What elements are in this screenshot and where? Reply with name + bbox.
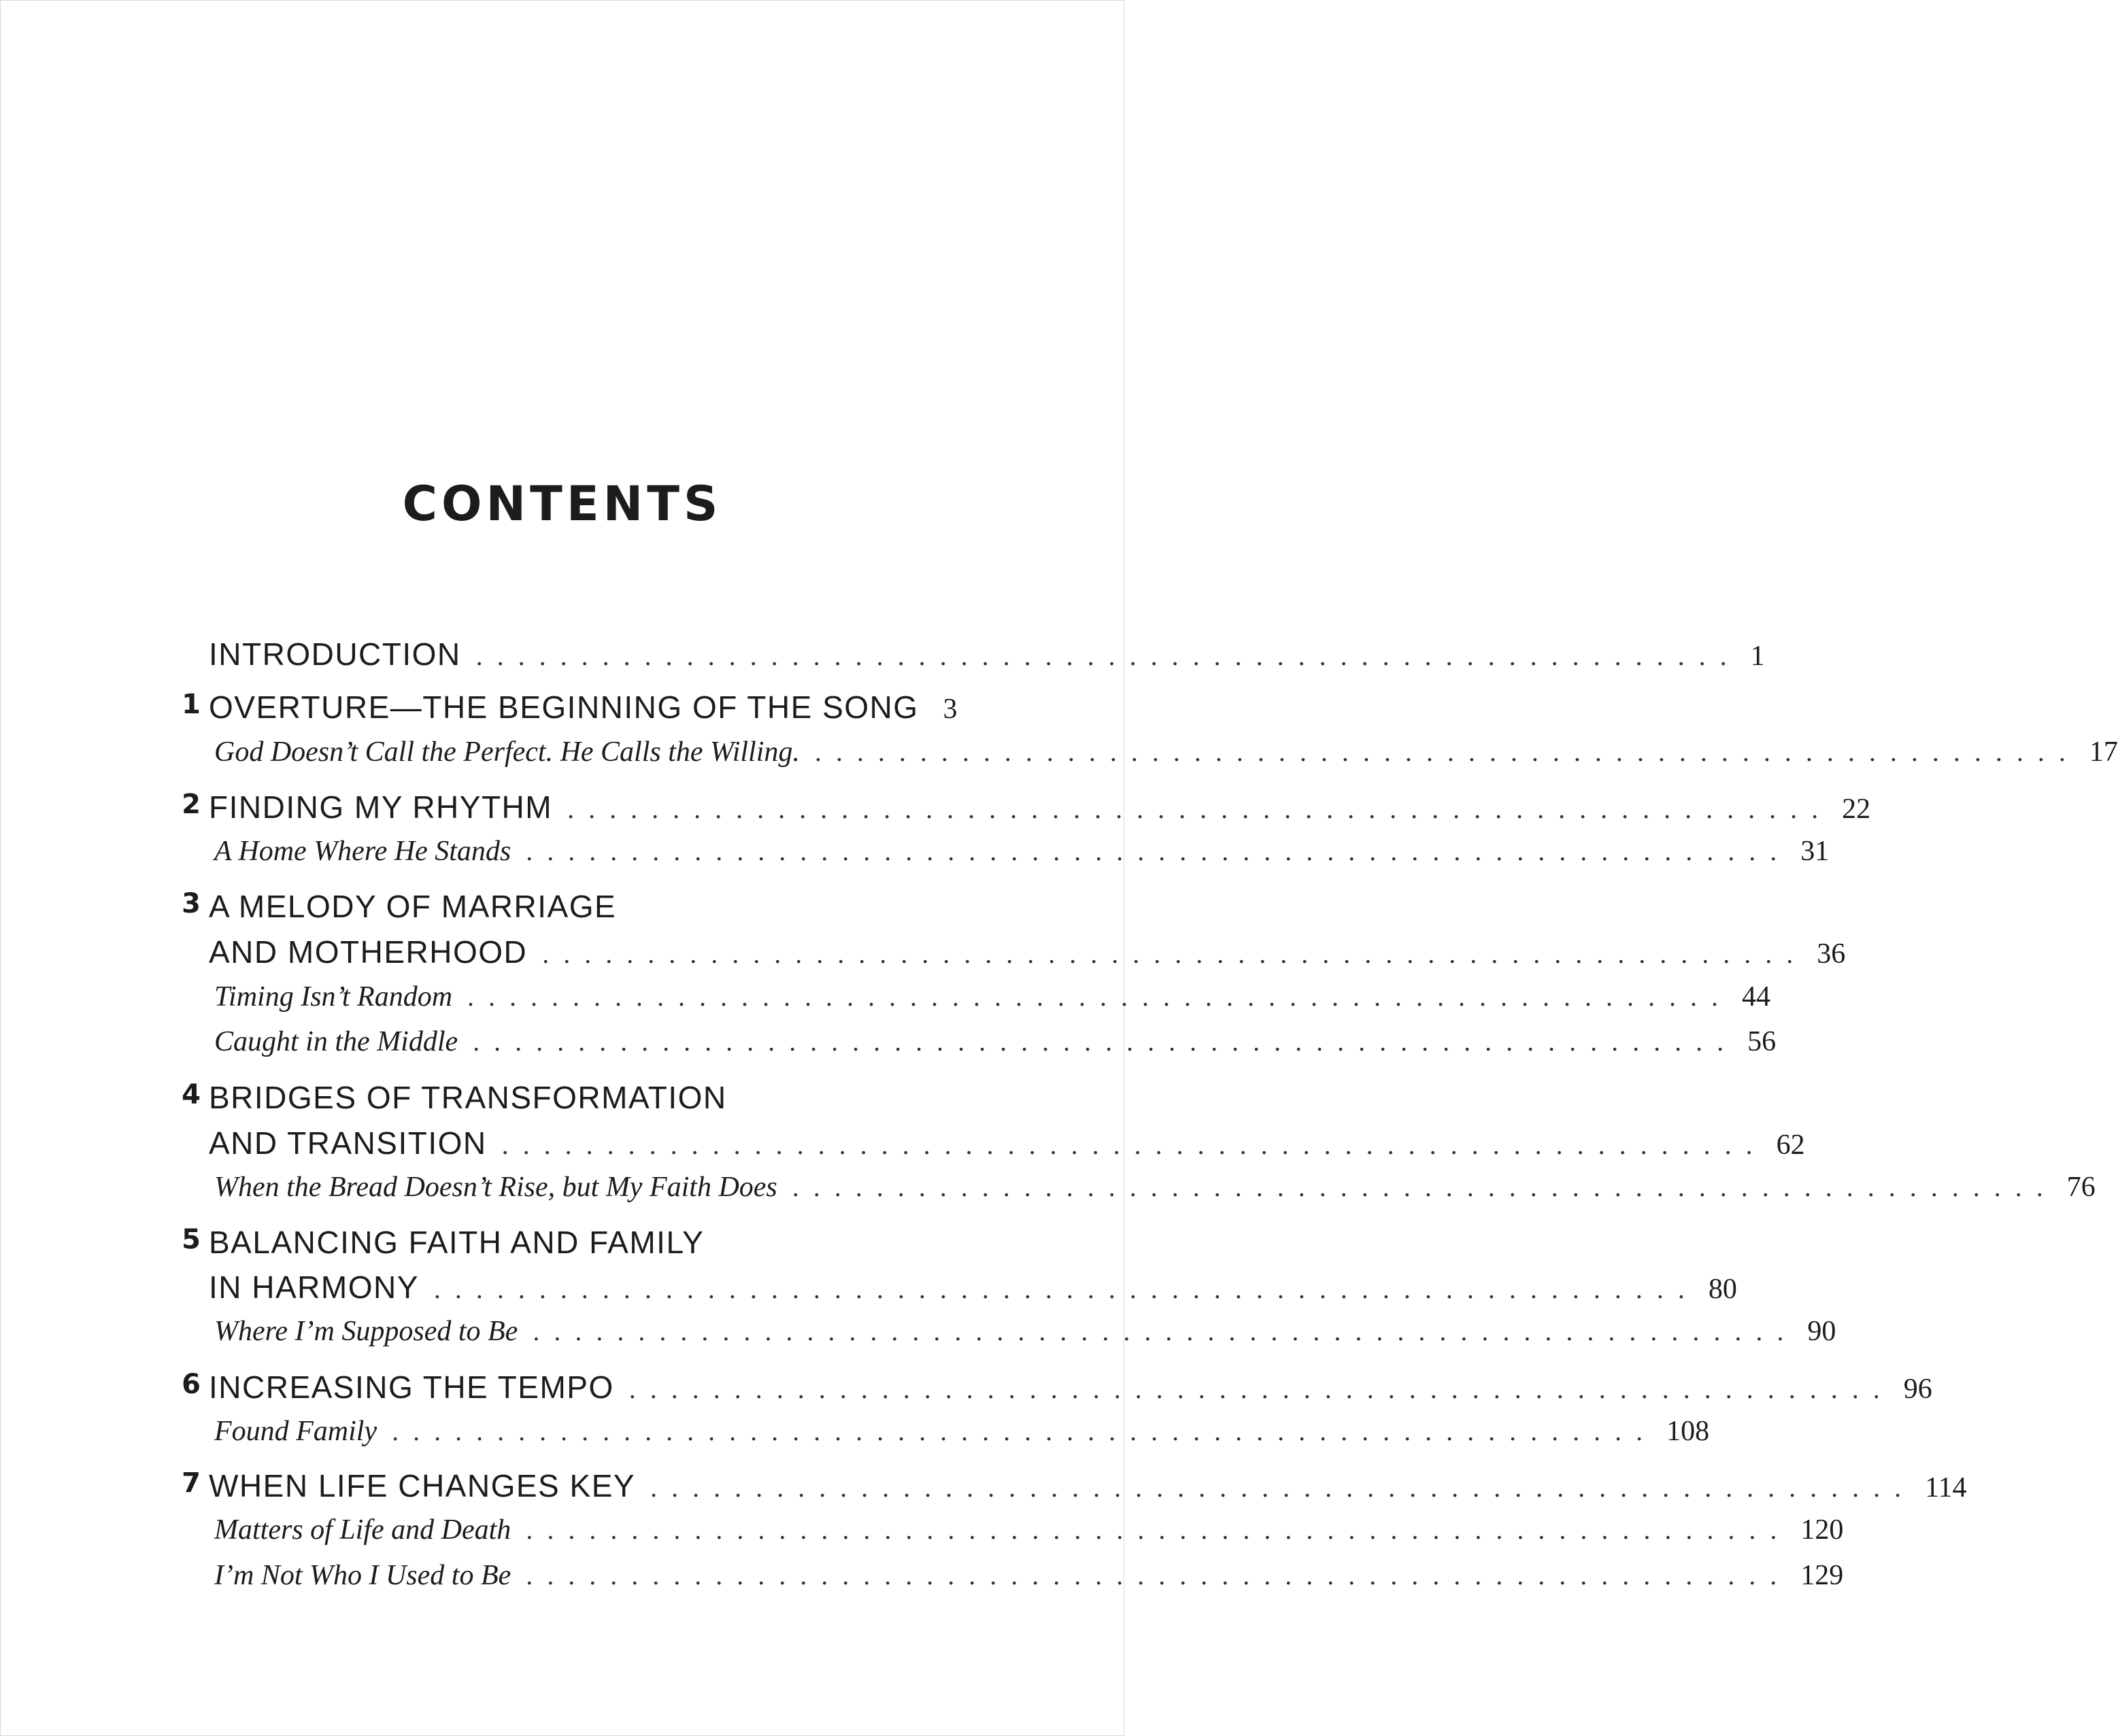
dot-leader: ............................................................ bbox=[533, 1316, 1798, 1346]
page-number: 120 bbox=[1800, 1514, 1844, 1546]
dot-leader: ............................................................ bbox=[473, 1026, 1738, 1057]
page-number: 76 bbox=[2066, 1172, 2096, 1203]
subentry-title: Timing Isn’t Random bbox=[214, 981, 453, 1012]
dot-leader: ............................................................ bbox=[628, 1374, 1894, 1404]
toc-chapter-row[interactable] bbox=[182, 1224, 945, 1269]
dot-leader: ............................................................ bbox=[526, 1514, 1792, 1545]
dot-leader: ............................................................ bbox=[467, 981, 1733, 1012]
page-number: 36 bbox=[1817, 938, 1846, 970]
page-number: 96 bbox=[1903, 1374, 1932, 1405]
page-number: 3 bbox=[943, 694, 958, 725]
toc-chapter-row[interactable] bbox=[209, 934, 1846, 978]
chapter-number: 4 bbox=[182, 1079, 201, 1110]
chapter-title: IN HARMONY bbox=[209, 1270, 419, 1305]
page-number: 1 bbox=[1750, 641, 1765, 672]
toc-subentry-row[interactable] bbox=[209, 981, 1771, 1025]
toc-chapter-row[interactable] bbox=[182, 1369, 1932, 1414]
page-number: 31 bbox=[1800, 836, 1830, 867]
dot-leader: ............................................................ bbox=[814, 736, 2080, 767]
dot-leader: ............................................................ bbox=[475, 641, 1741, 671]
subentry-title: Found Family bbox=[214, 1416, 377, 1447]
subentry-title: When the Bread Doesn’t Rise, but My Faith Does bbox=[214, 1172, 777, 1203]
toc-subentry-row[interactable] bbox=[209, 1415, 1710, 1460]
subentry-title: I’m Not Who I Used to Be bbox=[214, 1560, 511, 1591]
dot-leader: ............................................................ bbox=[501, 1129, 1767, 1160]
chapter-number: 5 bbox=[182, 1224, 201, 1255]
toc-chapter-row[interactable] bbox=[209, 1125, 1805, 1170]
page-number: 22 bbox=[1842, 794, 1871, 825]
toc-chapter-row[interactable] bbox=[182, 1467, 1967, 1512]
dot-leader: ............................................................ bbox=[526, 836, 1792, 866]
subentry-title: Where I’m Supposed to Be bbox=[214, 1316, 518, 1347]
chapter-title: BALANCING FAITH AND FAMILY bbox=[209, 1225, 705, 1260]
dot-leader: ............................................................ bbox=[392, 1416, 1658, 1446]
toc-chapter-row[interactable] bbox=[209, 636, 1765, 681]
page-number: 129 bbox=[1800, 1560, 1844, 1591]
page-number: 62 bbox=[1776, 1129, 1805, 1161]
page-number: 114 bbox=[1925, 1472, 1967, 1503]
toc-subentry-row[interactable] bbox=[209, 1025, 1777, 1070]
toc-subentry-row[interactable] bbox=[209, 736, 2118, 781]
page-number: 108 bbox=[1666, 1416, 1710, 1447]
dot-leader: ............................................................ bbox=[567, 794, 1833, 824]
subentry-title: Caught in the Middle bbox=[214, 1026, 458, 1057]
subentry-title: God Doesn’t Call the Perfect. He Calls the Willing. bbox=[214, 736, 800, 768]
chapter-title: BRIDGES OF TRANSFORMATION bbox=[209, 1080, 727, 1115]
page-number: 80 bbox=[1708, 1274, 1737, 1305]
toc-subentry-row[interactable] bbox=[209, 1171, 2096, 1216]
chapter-number: 3 bbox=[182, 888, 201, 919]
chapter-title: WHEN LIFE CHANGES KEY bbox=[209, 1468, 636, 1503]
toc-chapter-row[interactable] bbox=[182, 689, 958, 734]
toc-subentry-row[interactable] bbox=[209, 1559, 1844, 1604]
subentry-title: A Home Where He Stands bbox=[214, 836, 511, 867]
page-number: 44 bbox=[1742, 981, 1771, 1012]
toc-chapter-row[interactable] bbox=[209, 1269, 1737, 1314]
dot-leader: ............................................................ bbox=[526, 1560, 1792, 1590]
chapter-title: AND MOTHERHOOD bbox=[209, 934, 528, 970]
toc-chapter-row[interactable] bbox=[182, 888, 945, 933]
page-number: 56 bbox=[1747, 1026, 1777, 1057]
page-number: 17 bbox=[2089, 736, 2118, 768]
toc-chapter-row[interactable] bbox=[182, 789, 1871, 834]
toc-subentry-row[interactable] bbox=[209, 1315, 1836, 1360]
chapter-title: OVERTURE—THE BEGINNING OF THE SONG bbox=[209, 690, 919, 725]
chapter-title: AND TRANSITION bbox=[209, 1125, 487, 1161]
chapter-number: 6 bbox=[182, 1369, 201, 1400]
chapter-title: FINDING MY RHYTHM bbox=[209, 789, 553, 825]
page-number: 90 bbox=[1807, 1316, 1836, 1347]
page-title: CONTENTS bbox=[402, 476, 722, 532]
dot-leader: ............................................................ bbox=[792, 1172, 2057, 1202]
dot-leader: ............................................................ bbox=[542, 938, 1808, 969]
subentry-title: Matters of Life and Death bbox=[214, 1514, 511, 1546]
toc-subentry-row[interactable] bbox=[209, 835, 1830, 880]
chapter-title: A MELODY OF MARRIAGE bbox=[209, 889, 617, 924]
dot-leader: ............................................................ bbox=[433, 1274, 1699, 1304]
toc-subentry-row[interactable] bbox=[209, 1514, 1844, 1559]
dot-leader: ............................................................ bbox=[650, 1472, 1916, 1503]
chapter-title: INCREASING THE TEMPO bbox=[209, 1369, 614, 1405]
chapter-number: 7 bbox=[182, 1467, 201, 1499]
chapter-title: INTRODUCTION bbox=[209, 636, 461, 672]
toc-chapter-row[interactable] bbox=[182, 1079, 945, 1124]
chapter-number: 1 bbox=[182, 689, 201, 720]
chapter-number: 2 bbox=[182, 789, 201, 820]
